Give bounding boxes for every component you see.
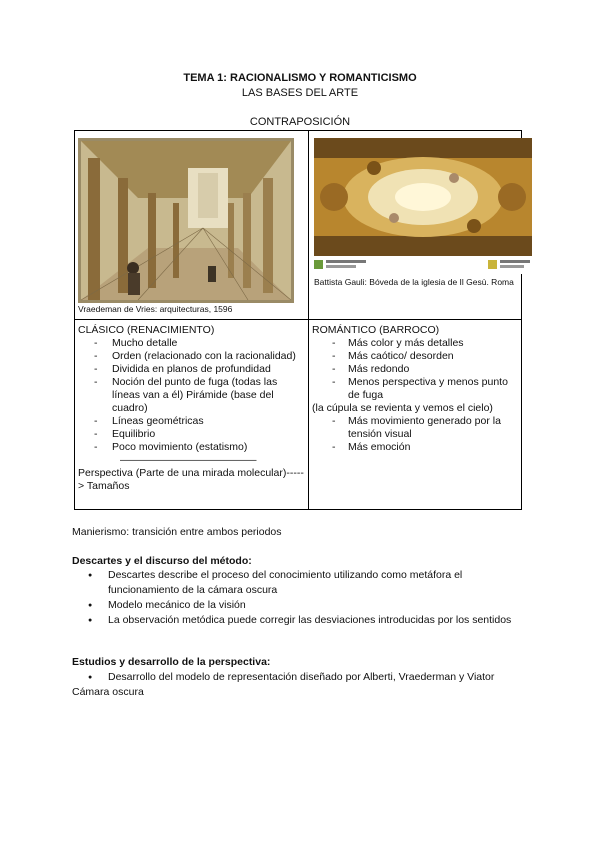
left-image-caption: Vraedeman de Vries: arquitecturas, 1596 — [78, 304, 233, 314]
right-image-caption: Battista Gauli: Bóveda de la iglesia de Il Gesù. Roma — [314, 277, 514, 287]
list-item: ● La observación metódica puede corregir las desviaciones introducidas por los sentidos — [72, 613, 512, 628]
descartes-list — [72, 568, 512, 628]
painting-vries-image — [78, 138, 294, 303]
list-item: ● Descartes describe el proceso del conocimiento utilizando como metáfora el funcionamiento de la cámara oscura — [72, 568, 512, 598]
classic-column — [78, 324, 306, 493]
list-item: ● Desarrollo del modelo de representación diseñado por Alberti, Vraederman y Viator — [72, 670, 532, 685]
romantic-heading: ROMÁNTICO (BARROCO) — [312, 324, 440, 336]
list-item: - Mucho detalle — [78, 337, 306, 350]
list-item: - Dividida en planos de profundidad — [78, 363, 306, 376]
perspective-note: Perspectiva (Parte de una mirada molecular)-----> Tamaños — [78, 467, 304, 492]
list-item: - Más color y más detalles — [312, 337, 520, 350]
classic-heading: CLÁSICO (RENACIMIENTO) — [78, 324, 215, 336]
perspectiva-list — [72, 670, 532, 700]
camara-oscura-text: Cámara oscura — [72, 686, 144, 698]
section-heading: CONTRAPOSICIÓN — [249, 116, 351, 128]
list-item: - Orden (relacionado con la racionalidad) — [78, 350, 306, 363]
table-divider-horizontal — [74, 319, 522, 320]
list-item: - Líneas geométricas — [78, 415, 306, 428]
dome-note: (la cúpula se revienta y vemos el cielo) — [312, 402, 493, 414]
romantic-column — [312, 324, 520, 454]
perspectiva-heading: Estudios y desarrollo de la perspectiva: — [72, 656, 271, 668]
page-subtitle: LAS BASES DEL ARTE — [241, 87, 359, 99]
list-item: - Poco movimiento (estatismo) — [78, 441, 306, 454]
classic-list — [78, 337, 306, 454]
painting-gauli-image — [314, 138, 532, 274]
descartes-heading: Descartes y el discurso del método: — [72, 555, 252, 567]
list-item: - Más emoción — [312, 441, 520, 454]
list-item: - Equilibrio — [78, 428, 306, 441]
romantic-list-2 — [312, 415, 520, 454]
list-item: - Más caótico/ desorden — [312, 350, 520, 363]
list-item: - Más movimiento generado por la tensión visual — [312, 415, 520, 441]
manierismo-text: Manierismo: transición entre ambos periodos — [72, 526, 282, 538]
romantic-list — [312, 337, 520, 402]
list-item: - Más redondo — [312, 363, 520, 376]
page-title: TEMA 1: RACIONALISMO Y ROMANTICISMO — [183, 72, 417, 84]
table-divider-vertical — [308, 130, 309, 510]
list-item: - Menos perspectiva y menos punto de fuga — [312, 376, 520, 402]
list-item: ● Modelo mecánico de la visión — [72, 598, 512, 613]
list-item: - Noción del punto de fuga (todas las líneas van a él) Pirámide (base del cuadro) — [78, 376, 306, 415]
separator-rule: ————————————— — [120, 454, 257, 466]
